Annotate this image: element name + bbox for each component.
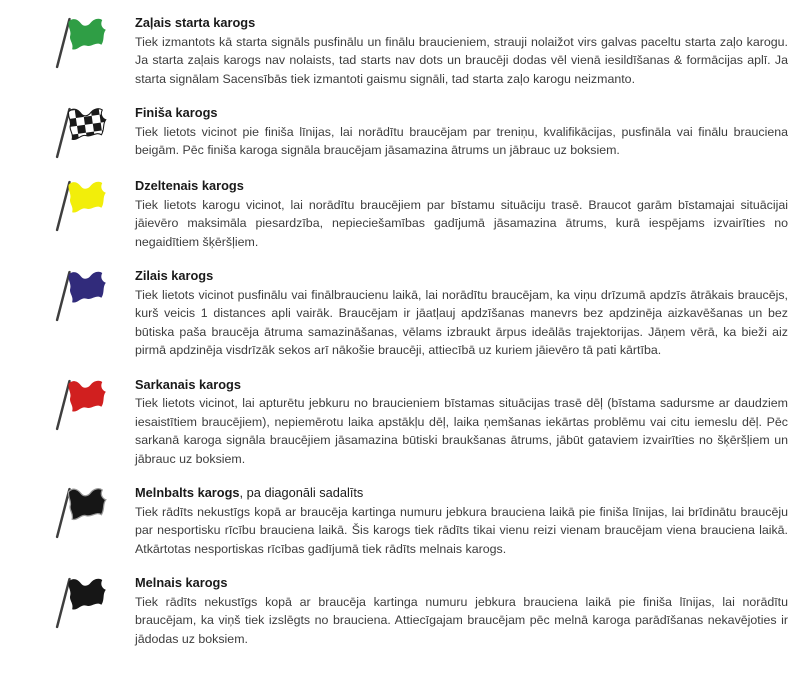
flag-description: Tiek rādīts nekustīgs kopā ar braucēja kartinga numuru jebkura brauciena laikā pie finiša līnijas, lai norādītu braucējam, ka viņš tiek izslēgts no brauciena. Attiecīgajam braucējam pēc melnā karoga parādīšanas nekavējoties ir jādodas uz boksiem. (135, 594, 788, 646)
flag-title-suffix: , pa diagonāli sadalīts (239, 485, 364, 500)
flag-pole (57, 489, 69, 537)
flag-title (135, 574, 788, 593)
flag-title-main: Zaļais starta karogs (135, 15, 256, 30)
flag-pole (57, 579, 69, 627)
flag-icon-cell (48, 104, 135, 161)
flag-title (135, 267, 788, 286)
flag-row (48, 267, 790, 360)
flag-description: Tiek lietots vicinot pusfinālu vai finālbraucienu laikā, lai norādītu braucējam, ka viņu drīzumā apdzīs ātrākais braucējs, kurš veicis 1 distances apli vairāk. Braucējam ir jāatļauj apdzīšanas manevrs bez apdzinēja aizkavēšanas un bez būtiska paša braucēja ātruma samazināšanas, vēlams izbraukt ārpus ideālās trajektorijas. Jāņem vērā, ka bieži aiz pirmā apdzinēja visdrīzāk sekos arī nākošie braucēji, attiecībā uz kuriem jāievēro tā pati kārtība. (135, 287, 788, 357)
flag-legend (48, 14, 790, 648)
flag-title-main: Finiša karogs (135, 105, 218, 120)
flag-title-main: Sarkanais karogs (135, 376, 241, 392)
flag-row (48, 14, 790, 88)
flag-text (135, 484, 790, 558)
flag-description: Tiek lietots vicinot, lai apturētu jebkuru no braucieniem bīstamas situācijas trasē dēļ (bīstama sadursme ar daudziem iesaistītiem braucējiem), nepiemērotu laika apstākļu dēļ, laika ņemšanas iekārtas problēmu vai citu iemeslu dēļ. Pēc sarkanā karoga signāla braucējiem jāsamazina būtiski braukšanas ātrums, jābūt gataviem izvairīties no šķēršļiem un jābrauc uz boksiem. (135, 396, 788, 466)
black-flag-icon (50, 575, 112, 631)
flag-text (135, 574, 790, 648)
flag-title-main: Zilais karogs (135, 268, 214, 283)
flag-title (135, 14, 788, 33)
flag-icon-cell (48, 574, 135, 631)
flag-row (48, 574, 790, 648)
flag-title-main: Dzeltenais karogs (135, 178, 244, 193)
flag-text (135, 14, 790, 88)
flag-icon-cell (48, 177, 135, 234)
flag-row (48, 104, 790, 161)
flag-pole (57, 19, 69, 67)
flag-title (135, 104, 788, 123)
flag-description: Tiek lietots karogu vicinot, lai norādītu braucējiem par bīstamu situāciju trasē. Braucot garām bīstamajai situācijai jāievēro maksimāla piesardzība, nepieciešamības gadījumā jāsamazina ātrums, kurā iespējams izvairīties no negaidītiem šķēršļiem. (135, 197, 788, 249)
green-flag-icon (50, 15, 112, 71)
flag-title-main: Melnais karogs (135, 575, 228, 590)
flag-row (48, 177, 790, 251)
flag-description: Tiek rādīts nekustīgs kopā ar braucēja kartinga numuru jebkura brauciena laikā pie finiša līnijas, lai brīdinātu braucēju par nesportisku rīcību brauciena laikā. Šis karogs tiek rādīts tikai vienu reizi vienam braucējam viena brauciena laikā. Atkārtotas nesportiskas rīcības gadījumā tiek rādīts melnais karogs. (135, 504, 788, 556)
flag-title (135, 177, 788, 196)
flag-title-main: Melnbalts karogs (135, 485, 240, 500)
flag-text (135, 267, 790, 360)
flag-icon-cell (48, 484, 135, 541)
flag-title (135, 376, 788, 395)
flag-title (135, 484, 788, 503)
flag-text (135, 376, 790, 469)
flag-pole (57, 109, 69, 157)
flag-description: Tiek izmantots kā starta signāls pusfinālu un finālu braucieniem, strauji nolaižot virs galvas paceltu starta zaļo karogu. Ja starta zaļais karogs nav nolaists, tad starts nav dots un braucēji dodas vēl vienā iesildīšanas & formācijas aplī. Ja starta signālam Sacensībās tiek izmantoti gaismu signāli, tad starta zaļo karogu neizmanto. (135, 34, 788, 86)
flag-icon-cell (48, 376, 135, 433)
flag-icon-cell (48, 14, 135, 71)
flag-description: Tiek lietots vicinot pie finiša līnijas, lai norādītu braucējam par treniņu, kvalifikācijas, pusfināla vai finālu brauciena beigām. Pēc finiša karoga signāla braucējam jāsamazina ātrums un jābrauc uz boksiem. (135, 124, 788, 157)
flag-text (135, 177, 790, 251)
red-flag-icon (50, 377, 112, 433)
blue-flag-icon (50, 268, 112, 324)
flag-row (48, 376, 790, 469)
flag-pole (57, 182, 69, 230)
flag-row (48, 484, 790, 558)
flag-icon-cell (48, 267, 135, 324)
checkered-flag-icon (50, 105, 112, 161)
flag-pole (57, 272, 69, 320)
flag-pole (57, 381, 69, 429)
yellow-flag-icon (50, 178, 112, 234)
flag-text (135, 104, 790, 160)
black-white-diagonal-flag-icon (50, 485, 112, 541)
